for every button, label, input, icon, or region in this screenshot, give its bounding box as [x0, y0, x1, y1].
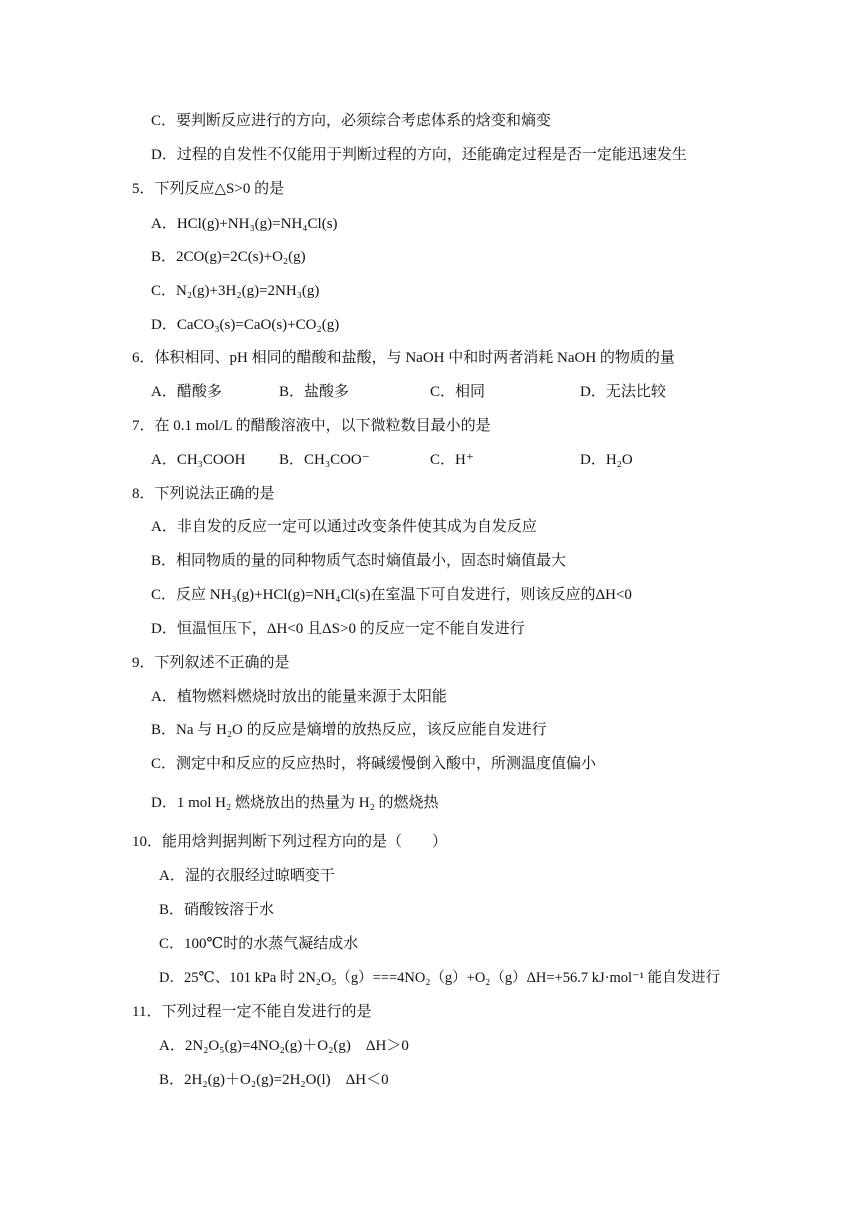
q5-option-d: D．CaCO₃(s)=CaO(s)+CO₂(g): [151, 317, 340, 333]
q6-option-c: C．相同: [430, 384, 486, 400]
q8-option-d: D．恒温恒压下，ΔH<0 且ΔS>0 的反应一定不能自发进行: [151, 621, 525, 637]
q8-stem: 8．下列说法正确的是: [132, 486, 275, 502]
q8-option-a: A．非自发的反应一定可以通过改变条件使其成为自发反应: [151, 519, 537, 535]
q6-stem: 6．体积相同、pH 相同的醋酸和盐酸，与 NaOH 中和时两者消耗 NaOH 的物质的量: [132, 350, 675, 366]
q10-option-c: C．100℃时的水蒸气凝结成水: [159, 936, 359, 952]
q11-option-b: B．2H₂(g)＋O₂(g)=2H₂O(l) ΔH＜0: [159, 1072, 389, 1088]
q10-stem: 10．能用焓判据判断下列过程方向的是（ ）: [132, 834, 448, 850]
q9-option-b: B．Na 与 H₂O 的反应是熵增的放热反应，该反应能自发进行: [151, 722, 547, 738]
q5-stem: 5．下列反应△S>0 的是: [132, 181, 285, 197]
q9-option-a: A．植物燃料燃烧时放出的能量来源于太阳能: [151, 689, 447, 705]
q11-stem: 11．下列过程一定不能自发进行的是: [132, 1004, 372, 1020]
q11-option-a: A．2N₂O₅(g)=4NO₂(g)＋O₂(g) ΔH＞0: [159, 1038, 409, 1054]
q5-option-c: C．N₂(g)+3H₂(g)=2NH₃(g): [151, 283, 320, 299]
q9-option-c: C．测定中和反应的反应热时，将碱缓慢倒入酸中，所测温度值偏小: [151, 756, 597, 772]
q8-option-b: B．相同物质的量的同种物质气态时熵值最小，固态时熵值最大: [151, 553, 567, 569]
q6-option-b: B．盐酸多: [279, 384, 350, 400]
q9-option-d: D．1 mol H₂ 燃烧放出的热量为 H₂ 的燃烧热: [151, 795, 439, 811]
q4-option-c: C．要判断反应进行的方向，必须综合考虑体系的焓变和熵变: [151, 113, 552, 129]
q4-option-d: D．过程的自发性不仅能用于判断过程的方向，还能确定过程是否一定能迅速发生: [151, 147, 687, 163]
q9-stem: 9．下列叙述不正确的是: [132, 655, 290, 671]
q10-option-b: B．硝酸铵溶于水: [159, 902, 275, 918]
q10-option-d: D．25℃、101 kPa 时 2N₂O₅（g）===4NO₂（g）+O₂（g）ΔH=+56.7 kJ·mol⁻¹ 能自发进行: [159, 970, 721, 986]
q6-option-d: D．无法比较: [580, 384, 666, 400]
q10-option-a: A．湿的衣服经过晾晒变干: [159, 868, 335, 884]
q7-option-c: C．H⁺: [430, 452, 474, 468]
q7-option-d: D．H₂O: [580, 452, 633, 468]
q5-option-a: A．HCl(g)+NH₃(g)=NH₄Cl(s): [151, 216, 338, 232]
q5-option-b: B．2CO(g)=2C(s)+O₂(g): [151, 249, 306, 265]
q8-option-c: C．反应 NH₃(g)+HCl(g)=NH₄Cl(s)在室温下可自发进行，则该反应的ΔH<0: [151, 587, 632, 603]
q7-stem: 7．在 0.1 mol/L 的醋酸溶液中，以下微粒数目最小的是: [132, 418, 491, 434]
q7-option-a: A．CH₃COOH: [151, 452, 246, 468]
q7-option-b: B．CH₃COO⁻: [279, 452, 370, 468]
q6-option-a: A．醋酸多: [151, 384, 222, 400]
